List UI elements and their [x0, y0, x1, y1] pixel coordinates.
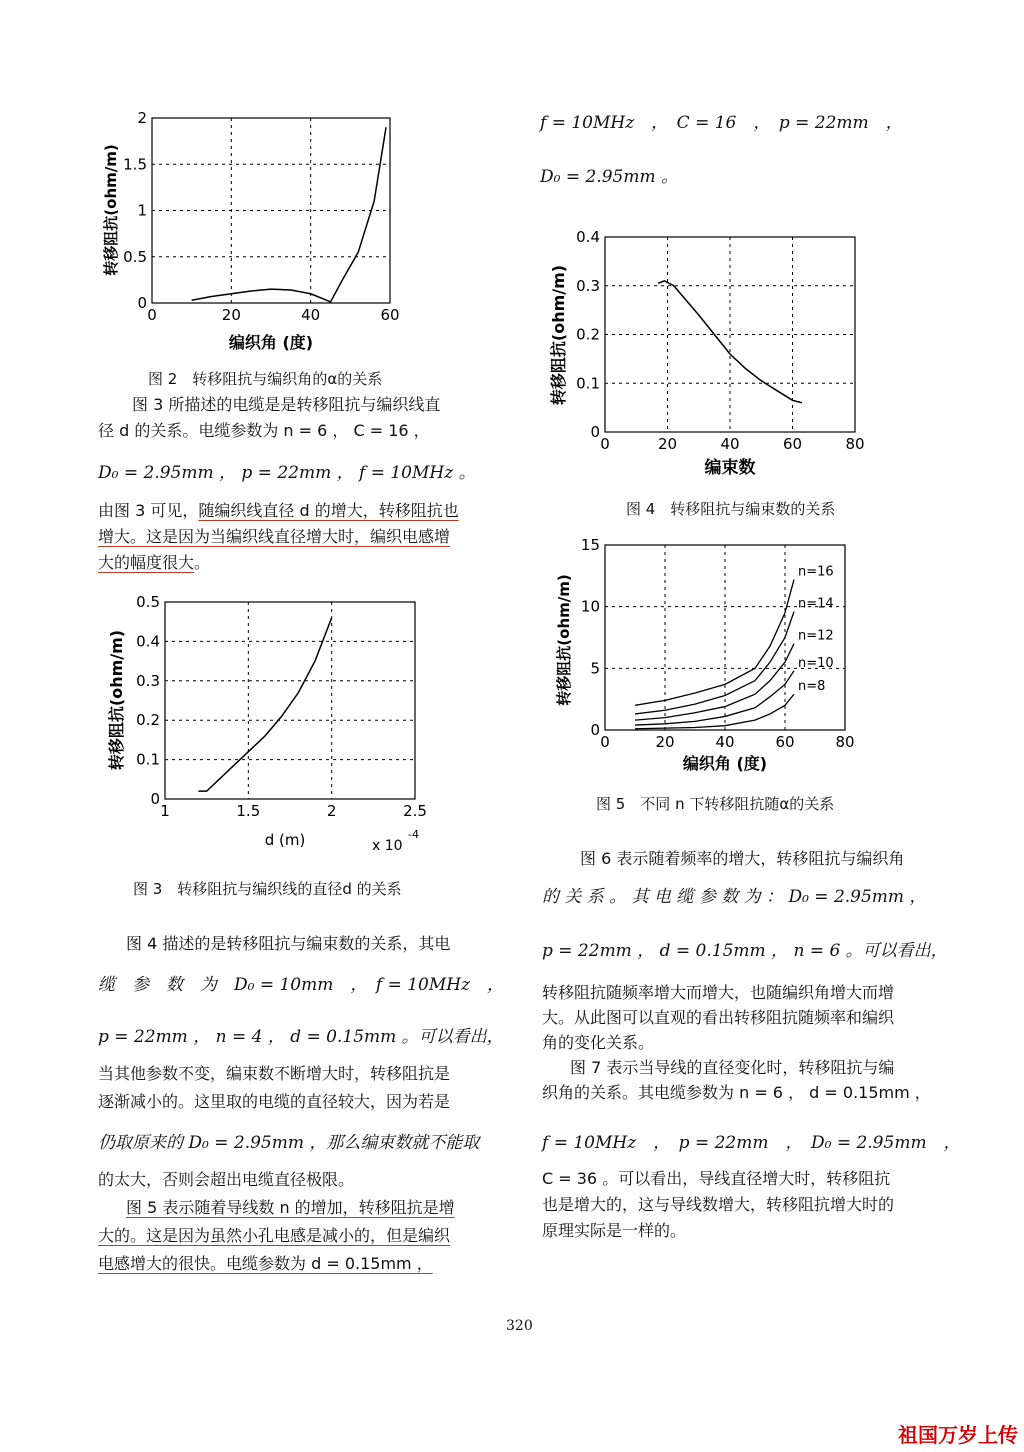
y-tick-label: 0 [150, 790, 160, 808]
y-tick-label: 0.3 [576, 276, 600, 295]
paragraph-line: 转移阻抗随频率增大而增大，也随编织角增大而增 [542, 983, 895, 1002]
underlined-text: 增大。这是因为当编织线直径增大时，编织电感增 [98, 527, 451, 546]
y-tick-label: 5 [590, 659, 600, 678]
underlined-text: 大的幅度很大 [98, 553, 195, 572]
right-top-params-1: f = 10MHz ， C = 16 ， p = 22mm ， [540, 113, 903, 133]
paragraph-line: 图 6 表示随着频率的增大，转移阻抗与编织角 [580, 849, 905, 868]
y-tick-label: 0.3 [136, 671, 160, 690]
figure-3-xlabel: d (m) [264, 831, 306, 849]
paragraph-line: 的太大，否则会超出电缆直径极限。 [98, 1170, 355, 1189]
paragraph-text: 由图 3 可见， [98, 501, 199, 520]
x-tick-label: 2.5 [403, 802, 427, 820]
paragraph-line: 织角的关系。其电缆参数为 n = 6 ， d = 0.15mm ， [542, 1083, 931, 1102]
y-tick-label: 0.1 [136, 750, 160, 769]
paragraph-fig4-end [98, 1166, 518, 1278]
x-tick-label: 0 [147, 306, 157, 324]
series-line [635, 612, 794, 714]
figure-2-xlabel: 编织角 (度) [228, 333, 314, 352]
figure-4-caption: 图 4 转移阻抗与编束数的关系 [626, 500, 836, 518]
y-tick-label: 0.5 [123, 247, 147, 266]
y-tick-label: 0 [590, 721, 600, 739]
underlined-text: 图 5 表示随着导线数 n 的增加，转移阻抗是增 [126, 1198, 455, 1217]
y-tick-label: 0 [590, 423, 600, 441]
figure-3-series-line [198, 618, 331, 791]
paragraph-line: 也是增大的，这与导线数增大，转移阻抗增大时的 [542, 1195, 895, 1214]
y-tick-label: 0.2 [136, 711, 160, 730]
paragraph-line: p = 22mm ， n = 4 ， d = 0.15mm 。可以看出， [98, 1027, 504, 1047]
paragraph-fig6 [542, 846, 962, 872]
page-number: 320 [506, 1318, 533, 1334]
y-tick-label: 0.1 [576, 374, 600, 393]
paragraph-line: 图 4 描述的是转移阻抗与编束数的关系，其电 [126, 934, 451, 953]
x-tick-label: 0 [600, 435, 610, 453]
figure-4-ylabel: 转移阻抗(ohm/m) [549, 264, 568, 406]
figure-3-ylabel: 转移阻抗(ohm/m) [107, 629, 126, 771]
figure-2-caption: 图 2 转移阻抗与编织角的α的关系 [148, 370, 383, 388]
figure-5-ylabel: 转移阻抗(ohm/m) [555, 574, 573, 706]
x-tick-label: 60 [775, 733, 795, 751]
x-tick-label: 1.5 [236, 802, 261, 820]
paragraph-line: 逐渐减小的。这里取的电缆的直径较大，因为若是 [98, 1092, 451, 1111]
fig3-params-line: D₀ = 2.95mm ， p = 22mm ， f = 10MHz 。 [98, 463, 476, 483]
watermark-text: 祖国万岁上传 [898, 1423, 1018, 1447]
figure-3-caption: 图 3 转移阻抗与编织线的直径d 的关系 [133, 880, 402, 898]
y-tick-label: 0.2 [576, 325, 600, 344]
figure-3-xscale-note: x 10 [372, 838, 403, 854]
y-tick-label: 1 [137, 201, 147, 220]
x-tick-label: 40 [720, 435, 740, 453]
series-label: n=14 [798, 596, 834, 612]
figure-4-xlabel: 编束数 [704, 458, 756, 478]
paragraph-fig7-cont [542, 1166, 962, 1244]
x-tick-label: 60 [782, 435, 803, 453]
y-tick-label: 0.5 [136, 593, 160, 611]
paragraph-line: 缆 参 数 为 D₀ = 10mm ， f = 10MHz ， [98, 975, 505, 995]
figure-2-series-line [192, 127, 386, 302]
figure-3-xscale-exponent: -4 [408, 828, 419, 841]
x-tick-label: 80 [835, 733, 855, 751]
paragraph-fig6-cont [542, 980, 962, 1105]
x-tick-label: 0 [600, 733, 610, 751]
underlined-text: 电感增大的很快。电缆参数为 d = 0.15mm ， [98, 1254, 433, 1273]
underlined-text: 大的。这是因为虽然小孔电感是减小的，但是编织 [98, 1226, 451, 1245]
x-tick-label: 2 [326, 802, 337, 820]
y-tick-label: 2 [137, 109, 147, 127]
paragraph-line: 大。从此图可以直观的看出转移阻抗随频率和编织 [542, 1008, 895, 1027]
figure-5-xlabel: 编织角 (度) [682, 754, 768, 773]
y-tick-label: 0 [137, 294, 147, 312]
series-label: n=16 [798, 564, 834, 580]
x-tick-label: 1 [160, 802, 170, 820]
figure-3-chart [90, 590, 450, 860]
paragraph-line: 图 3 所描述的电缆是是转移阻抗与编织线直 [132, 395, 441, 414]
underlined-text: 随编织线直径 d 的增大，转移阻抗也 [198, 501, 459, 520]
series-label: n=8 [798, 679, 826, 695]
figure-5-chart [545, 535, 875, 785]
paragraph-line: 仍取原来的 D₀ = 2.95mm ，那么编束数就不能取 [98, 1133, 480, 1153]
x-tick-label: 80 [845, 435, 865, 453]
paragraph-fig4 [98, 930, 518, 957]
paragraph-fig3-result [98, 498, 518, 576]
series-line [635, 580, 794, 706]
figure-5-caption: 图 5 不同 n 下转移阻抗随α的关系 [596, 795, 835, 813]
y-tick-label: 15 [580, 536, 600, 554]
series-line [635, 644, 794, 720]
figure-4-chart [540, 225, 880, 485]
paragraph-line: p = 22mm ， d = 0.15mm ， n = 6 。可以看出， [542, 941, 948, 961]
x-tick-label: 20 [657, 435, 678, 453]
paragraph-line: f = 10MHz ， p = 22mm ， D₀ = 2.95mm ， [542, 1133, 961, 1153]
paragraph-line: C = 36 。可以看出，导线直径增大时，转移阻抗 [542, 1169, 891, 1188]
x-tick-label: 60 [380, 306, 400, 324]
paragraph-line: 径 d 的关系。电缆参数为 n = 6 ， C = 16 ， [98, 421, 430, 440]
paragraph-line: 的 关 系 。 其 电 缆 参 数 为 ： D₀ = 2.95mm ， [542, 887, 927, 907]
paragraph-fig4-cont [98, 1060, 518, 1116]
series-label: n=12 [798, 628, 834, 644]
figure-2-chart [90, 100, 420, 360]
paragraph-line: 原理实际是一样的。 [542, 1221, 687, 1240]
paragraph-line: 当其他参数不变，编束数不断增大时，转移阻抗是 [98, 1064, 451, 1083]
y-tick-label: 1.5 [123, 155, 147, 174]
paragraph-text: 。 [194, 553, 211, 572]
x-tick-label: 40 [715, 733, 735, 751]
x-tick-label: 20 [221, 306, 241, 324]
y-tick-label: 0.4 [136, 632, 160, 651]
x-tick-label: 20 [655, 733, 675, 751]
y-tick-label: 0.4 [576, 228, 600, 246]
paragraph-fig3-intro [98, 392, 508, 444]
paragraph-line: 角的变化关系。 [542, 1033, 655, 1052]
y-tick-label: 10 [580, 597, 600, 616]
figure-2-ylabel: 转移阻抗(ohm/m) [102, 144, 120, 276]
paragraph-line: 图 7 表示当导线的直径变化时，转移阻抗与编 [570, 1058, 895, 1077]
x-tick-label: 40 [301, 306, 321, 324]
right-top-params-2: D₀ = 2.95mm 。 [540, 167, 678, 187]
series-label: n=10 [798, 655, 834, 671]
